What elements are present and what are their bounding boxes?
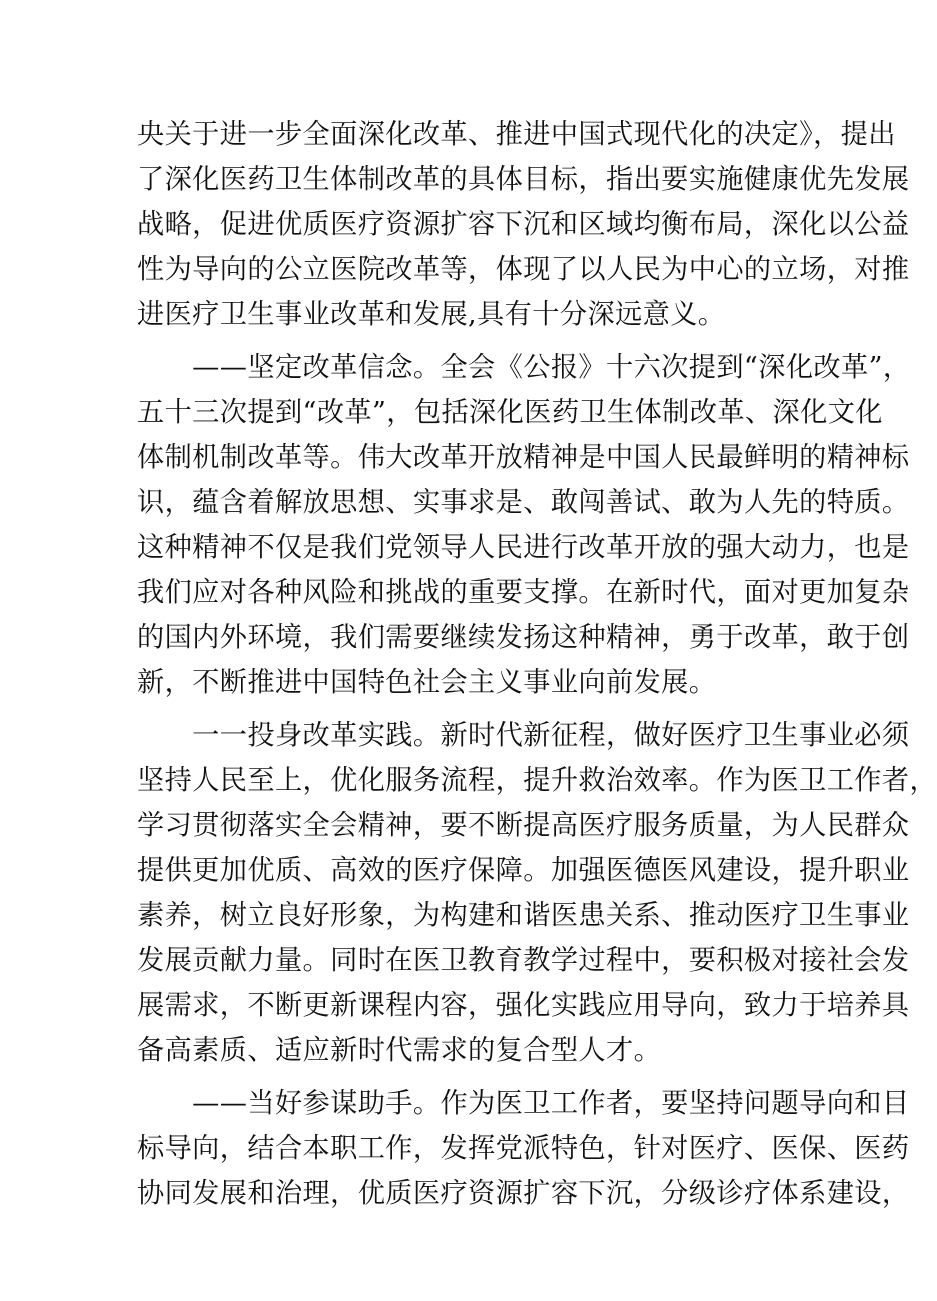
text-line: 展需求，不断更新课程内容，强化实践应用导向，致力于培养具: [137, 990, 910, 1021]
text-line: 坚持人民至上，优化服务流程，提升救治效率。作为医卫工作者，: [137, 765, 937, 796]
text-line: 央关于进一步全面深化改革、推进中国式现代化的决定》，提出: [137, 119, 896, 150]
text-line: 识，蕴含着解放思想、实事求是、敢闯善试、敢为人先的特质。: [137, 487, 910, 518]
text-line: 一一投身改革实践。新时代新征程，做好医疗卫生事业必须: [137, 720, 910, 751]
text-line: 素养，树立良好形象，为构建和谐医患关系、推动医疗卫生事业: [137, 900, 910, 931]
paragraph-reform-practice: [137, 713, 937, 1073]
text-line: 这种精神不仅是我们党领导人民进行改革开放的强大动力，也是: [137, 532, 910, 563]
text-line: 的国内外环境，我们需要继续发扬这种精神，勇于改革，敢于创: [137, 622, 910, 653]
paragraph-spacer: [137, 705, 817, 713]
document-body: [137, 112, 937, 1216]
paragraph-spacer: [137, 337, 817, 345]
text-line: 发展贡献力量。同时在医卫教育教学过程中，要积极对接社会发: [137, 945, 910, 976]
text-line: 进医疗卫生事业改革和发展,具有十分深远意义。: [137, 299, 726, 330]
text-line: 了深化医药卫生体制改革的具体目标，指出要实施健康优先发展: [137, 164, 910, 195]
text-line: 战略，促进优质医疗资源扩容下沉和区域均衡布局，深化以公益: [137, 209, 910, 240]
paragraph-spacer: [137, 1073, 817, 1081]
text-line: 性为导向的公立医院改革等，体现了以人民为中心的立场，对推: [137, 254, 910, 285]
text-line: 协同发展和治理，优质医疗资源扩容下沉，分级诊疗体系建设，: [137, 1178, 910, 1209]
text-line: 提供更加优质、高效的医疗保障。加强医德医风建设，提升职业: [137, 855, 910, 886]
text-line: 新，不断推进中国特色社会主义事业向前发展。: [137, 667, 717, 698]
paragraph-intro: [137, 112, 910, 337]
paragraph-reform-belief: [137, 345, 911, 705]
text-line: 备高素质、适应新时代需求的复合型人才。: [137, 1035, 662, 1066]
paragraph-advisor-role: [137, 1081, 910, 1216]
text-line: 标导向，结合本职工作，发挥党派特色，针对医疗、医保、医药: [137, 1133, 910, 1164]
text-line: 体制机制改革等。伟大改革开放精神是中国人民最鲜明的精神标: [137, 442, 910, 473]
text-line: ——坚定改革信念。全会《公报》十六次提到“深化改革”，: [137, 352, 911, 383]
text-line: 五十三次提到“改革”，包括深化医药卫生体制改革、深化文化: [137, 397, 883, 428]
text-line: 我们应对各种风险和挑战的重要支撑。在新时代，面对更加复杂: [137, 577, 910, 608]
text-line: 学习贯彻落实全会精神，要不断提高医疗服务质量，为人民群众: [137, 810, 910, 841]
text-line: ——当好参谋助手。作为医卫工作者，要坚持问题导向和目: [137, 1088, 910, 1119]
